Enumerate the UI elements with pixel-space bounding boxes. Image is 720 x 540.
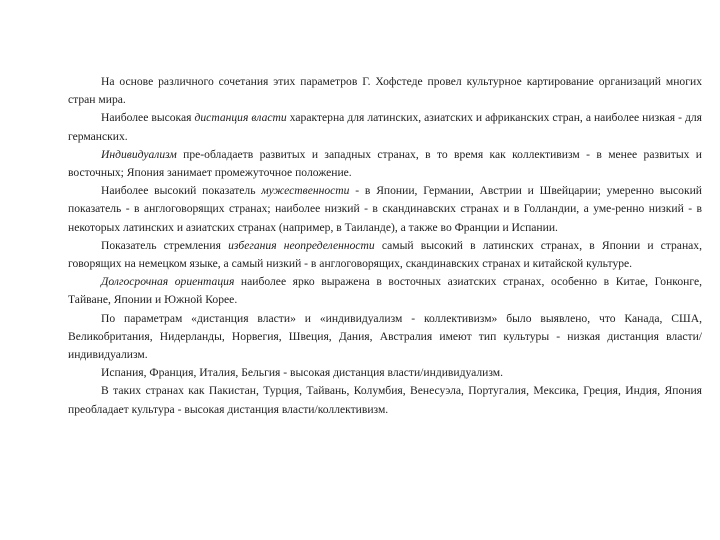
paragraph-text: самый высокий в латинских странах, в Японии и странах, говорящих на немецком языке, а самый низкий - в англоговорящих, скандинавских странах и китайской культуре. bbox=[68, 238, 702, 271]
paragraph-text: В таких странах как Пакистан, Турция, Тайвань, Колумбия, Венесуэла, Португалия, Мексика, Греция, Индия, Япония преобладает культура - высокая дистанция власти/коллективизм. bbox=[68, 384, 702, 416]
paragraph-text: пре-обладаетв развитых и западных странах, в то время как коллективизм - в менее развитых и восточных; Япония занимает промежуточное положение. bbox=[68, 147, 702, 180]
italic-term: Долгосрочная ориентация bbox=[101, 275, 235, 289]
paragraph bbox=[68, 364, 702, 382]
paragraph-text: Показатель стремления bbox=[101, 238, 229, 252]
paragraph bbox=[68, 382, 702, 418]
paragraph-text: Испания, Франция, Италия, Бельгия - высокая дистанция власти/индивидуализм. bbox=[101, 366, 504, 380]
paragraph-text: Наиболее высокая bbox=[101, 111, 195, 125]
paragraph-text: Наиболее высокий показатель bbox=[101, 184, 262, 198]
paragraph-text: На основе различного сочетания этих параметров Г. Хофстеде провел культурное картирование организаций многих стран мира. bbox=[68, 75, 702, 107]
paragraph bbox=[68, 273, 702, 309]
paragraph bbox=[68, 310, 702, 365]
paragraph bbox=[68, 182, 702, 237]
paragraph-text: По параметрам «дистанция власти» и «индивидуализм - коллективизм» было выявлено, что Канада, США, Великобритания, Нидерланды, Норвегия, Швеция, Дания, Австралия имеют тип культуры - низкая дистанция власти/индивидуализм. bbox=[68, 311, 702, 362]
paragraph-text: - в Японии, Германии, Австрии и Швейцарии; умеренно высокий показатель - в англоговорящих странах; наиболее низкий - в скандинавских странах и в Голландии, а уме-ренно низкий - в некоторых латинских и азиатских странах (например, в Таиланде), а также во Франции и Испании. bbox=[68, 184, 702, 234]
paragraph bbox=[68, 146, 702, 182]
paragraph bbox=[68, 73, 702, 109]
paragraph bbox=[68, 237, 702, 273]
paragraph-text: наиболее ярко выражена в восточных азиатских странах, особенно в Китае, Гонконге, Тайване, Японии и Южной Корее. bbox=[68, 275, 703, 307]
paragraph-text: характерна для латинских, азиатских и африканских стран, а наиболее низкая - для германских. bbox=[68, 111, 702, 143]
italic-term: мужественности bbox=[261, 184, 350, 198]
italic-term: Индивидуализм bbox=[101, 147, 177, 161]
document-body bbox=[68, 73, 702, 419]
italic-term: дистанция власти bbox=[194, 111, 287, 125]
paragraph bbox=[68, 109, 702, 145]
italic-term: избегания неопределенности bbox=[228, 238, 375, 252]
